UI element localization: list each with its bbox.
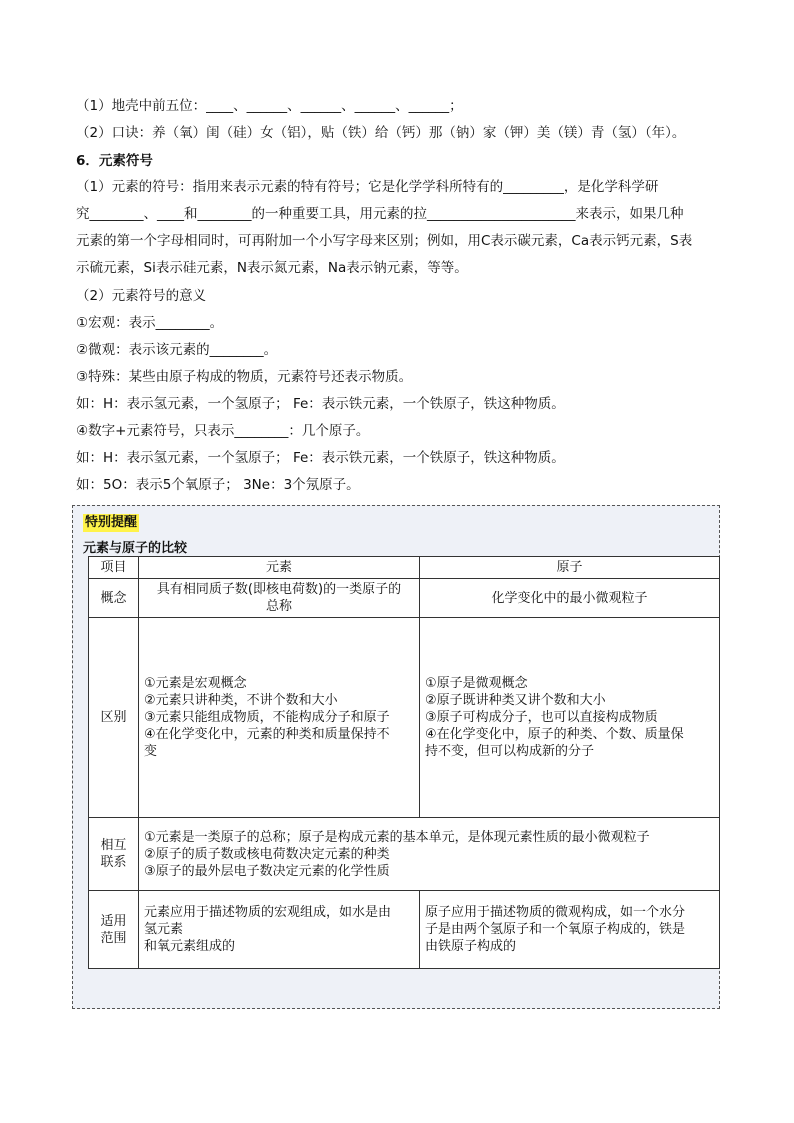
text-line: ①元素是一类原子的总称；原子是构成元素的基本单元，是体现元素性质的最小微观粒子	[144, 829, 650, 845]
special-reminder-box	[72, 505, 720, 1009]
line-symbol-def-4: 示硫元素，Si表示硅元素，N表示氮元素，Na表示钠元素，等等。	[76, 260, 468, 276]
difference-atom	[420, 618, 720, 818]
line-micro: ②微观：表示该元素的________。	[76, 342, 278, 358]
row-label-difference: 区别	[89, 618, 139, 818]
text-line: ④在化学变化中，元素的种类和质量保持不	[144, 727, 390, 742]
row-label-concept: 概念	[89, 579, 139, 618]
header-item: 项目	[89, 557, 139, 579]
comparison-table	[88, 556, 720, 969]
row-label-relation	[89, 818, 139, 891]
text-line: 子是由两个氢原子和一个氧原子构成的，铁是	[425, 922, 686, 937]
text-line: ③元素只能组成物质，不能构成分子和原子	[144, 710, 390, 725]
header-atom: 原子	[420, 557, 720, 579]
scope-atom	[420, 891, 720, 969]
line-mnemonic: （2）口诀：养（氧）闺（硅）女（铝），贴（铁）给（钙）那（钠）家（钾）美（镁）青（氢）（年）。	[76, 125, 686, 141]
line-example-1: 如：H：表示氢元素，一个氢原子； Fe：表示铁元素，一个铁原子，铁这种物质。	[76, 396, 565, 412]
text-line: ①元素是宏观概念	[144, 676, 247, 691]
text-line: 适用	[100, 913, 127, 929]
text-line: 和氧元素组成的	[144, 939, 236, 954]
text-line: ④在化学变化中，原子的种类、个数、质量保	[425, 727, 684, 742]
line-symbol-def-2: 究________、____和________的一种重要工具，用元素的拉______________________来表示，如果几种	[76, 206, 684, 222]
concept-atom: 化学变化中的最小微观粒子	[420, 579, 720, 618]
reminder-tag: 特别提醒	[85, 515, 138, 530]
text-line: ①原子是微观概念	[425, 676, 528, 691]
line-example-3: 如：5O：表示5个氧原子； 3Ne：3个氖原子。	[76, 477, 360, 493]
table-header-row	[89, 557, 720, 579]
concept-element	[139, 579, 420, 618]
relation-text	[139, 818, 720, 891]
difference-element	[139, 618, 420, 818]
line-symbol-def-3: 元素的第一个字母相同时，可再附加一个小写字母来区别；例如，用C表示碳元素，Ca表示钙元素，S表	[76, 233, 693, 249]
text-line: 氢元素	[144, 922, 184, 937]
text-line: 由铁原子构成的	[425, 939, 517, 954]
text-line: ②原子的质子数或核电荷数决定元素的种类	[144, 846, 390, 862]
header-element: 元素	[139, 557, 420, 579]
text-line: 原子应用于描述物质的微观构成，如一个水分	[425, 905, 686, 920]
text-line: 变	[144, 744, 158, 759]
text-line: 持不变，但可以构成新的分子	[425, 744, 595, 759]
text-line: ②原子既讲种类又讲个数和大小	[425, 693, 606, 708]
text-line: ②元素只讲种类，不讲个数和大小	[144, 693, 338, 708]
line-special: ③特殊：某些由原子构成的物质，元素符号还表示物质。	[76, 369, 413, 385]
text-line: ③原子可构成分子，也可以直接构成物质	[425, 710, 658, 725]
line-meaning-heading: （2）元素符号的意义	[76, 288, 207, 304]
scope-element	[139, 891, 420, 969]
text-line: 元素应用于描述物质的宏观组成，如水是由	[144, 905, 392, 920]
text-line: 范围	[100, 930, 127, 946]
table-row-scope	[89, 891, 720, 969]
section-heading: 6．元素符号	[76, 153, 153, 169]
line-number-symbol: ④数字+元素符号，只表示________：几个原子。	[76, 423, 370, 439]
table-row-difference	[89, 618, 720, 818]
comparison-title: 元素与原子的比较	[83, 541, 188, 556]
text-line: 联系	[100, 855, 127, 870]
table-row-relation	[89, 818, 720, 891]
line-symbol-def-1: （1）元素的符号：指用来表示元素的特有符号；它是化学学科所特有的_________，是化学科学研	[76, 179, 659, 195]
text-line: 总称	[265, 599, 292, 614]
table-row-concept	[89, 579, 720, 618]
row-label-scope	[89, 891, 139, 969]
text-line: 相互	[100, 838, 127, 853]
line-example-2: 如：H：表示氢元素，一个氢原子； Fe：表示铁元素，一个铁原子，铁这种物质。	[76, 450, 565, 466]
line-macro: ①宏观：表示________。	[76, 315, 224, 331]
line-crust-elements: （1）地壳中前五位：____、______、______、______、______；	[76, 98, 463, 114]
text-line: ③原子的最外层电子数决定元素的化学性质	[144, 863, 390, 879]
text-line: 具有相同质子数(即核电荷数)的一类原子的	[156, 582, 402, 597]
